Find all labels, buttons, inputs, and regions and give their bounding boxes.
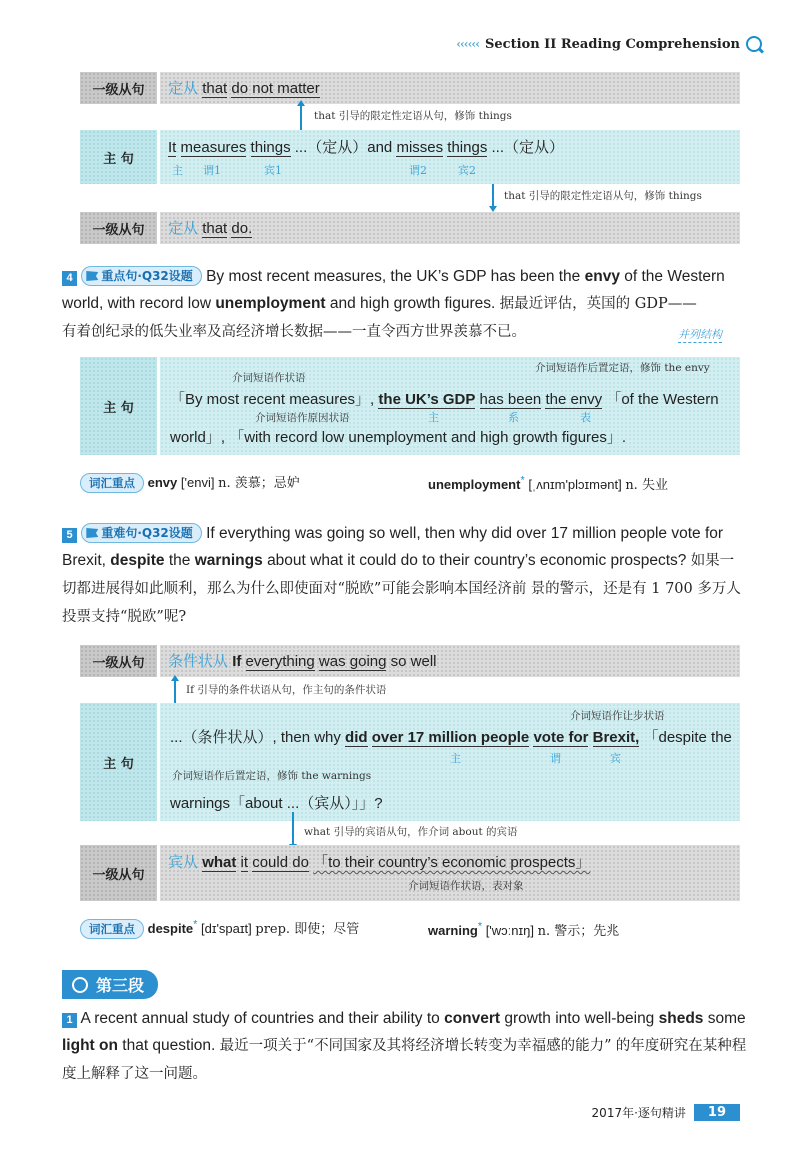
- word: was going: [318, 653, 387, 670]
- phonetic: ['wɔːnɪŋ]: [485, 923, 534, 938]
- phonetic: [ˌʌnɪm'plɔɪmənt]: [528, 477, 622, 492]
- sentence-1: [62, 1005, 747, 1088]
- phrase: Brexit,: [592, 729, 640, 746]
- word: do not matter: [231, 80, 320, 97]
- search-logo-icon: [72, 977, 88, 993]
- word: measures: [180, 139, 247, 156]
- translation: 景的警示，还是有 1 700 多万人投票支持“脱欧”呢?: [62, 581, 741, 625]
- phrase: world」,: [170, 429, 226, 446]
- connector-line: [292, 812, 294, 848]
- keyword: despite: [110, 552, 165, 569]
- sentence-number: 4: [62, 271, 77, 286]
- analysis-line: [170, 388, 719, 409]
- phrase: the UK’s GDP: [378, 391, 476, 408]
- star-icon: *: [193, 918, 198, 931]
- flag-icon: [86, 528, 98, 538]
- definition: n. 失业: [625, 478, 668, 493]
- star-icon: *: [520, 474, 525, 487]
- clause-tag: 宾从: [168, 853, 199, 871]
- vocab-word: unemployment: [428, 477, 521, 492]
- word: ...（定从）: [491, 139, 565, 156]
- translation: 据最近评估，英国的 GDP——: [499, 296, 697, 312]
- phrase: over 17 million people: [371, 729, 530, 746]
- page-number: 19: [694, 1104, 740, 1121]
- phrase: 「of the Western: [606, 391, 719, 408]
- role-label: 主: [172, 164, 183, 177]
- clause-label: 一级从句: [80, 212, 157, 244]
- vocab-row: [80, 918, 359, 939]
- word: misses: [396, 139, 444, 156]
- role-label: 主: [450, 752, 461, 765]
- sentence-text: some: [707, 1010, 746, 1027]
- analysis-line: [170, 726, 732, 747]
- sentence-5: [62, 520, 747, 631]
- arrows-decoration: ‹‹‹‹‹‹: [456, 37, 479, 51]
- vocab-badge: 词汇重点: [80, 919, 144, 939]
- word: so well: [390, 653, 437, 670]
- vocab-word: warning: [428, 923, 478, 938]
- word: what: [202, 854, 237, 871]
- sentence-text: growth into well-being: [504, 1010, 655, 1027]
- word: could do: [252, 854, 309, 871]
- keyword: warnings: [194, 552, 263, 569]
- arrow-up-icon: [171, 675, 179, 681]
- section-heading: [62, 970, 158, 999]
- phrase: 「with record low unemployment and high growth figures」.: [229, 429, 627, 446]
- annotation: 介词短语作后置定语，修饰 the warnings: [172, 770, 372, 782]
- annotation: that 引导的限定性定语从句，修饰 things: [504, 190, 702, 202]
- phrase: did: [345, 729, 368, 746]
- role-label: 表: [580, 411, 591, 424]
- keyword: convert: [444, 1010, 501, 1027]
- clause-row: [160, 645, 740, 677]
- main-clause-label: 主 句: [80, 130, 157, 184]
- sentence-number: 1: [62, 1013, 77, 1028]
- keyword: sheds: [658, 1010, 704, 1027]
- word: it: [240, 854, 249, 871]
- vocab-badge: 词汇重点: [80, 473, 144, 493]
- annotation: 介词短语作状语，表对象: [408, 880, 524, 892]
- sentence-text: If everything was going so well, then why did over 17 million people vote for Brexit,: [62, 525, 724, 569]
- sentence-text: the: [168, 552, 191, 569]
- translation: 最近一项关于“不同国家及其将经济增长转变为幸福感的能力”: [219, 1038, 612, 1054]
- sentence-text: about what it could do to their country’s economic prospects?: [267, 552, 687, 569]
- clause-label: 一级从句: [80, 845, 157, 901]
- role-label: 宾2: [458, 164, 476, 177]
- connector-line: [300, 104, 302, 132]
- word: things: [250, 139, 291, 156]
- phrase: has been: [479, 391, 542, 408]
- word: everything: [245, 653, 315, 670]
- annotation: what 引导的宾语从句，作介词 about 的宾语: [304, 826, 518, 838]
- sentence-text: and high growth figures.: [329, 295, 496, 312]
- definition: n. 警示；先兆: [537, 924, 620, 939]
- sentence-text: that question.: [122, 1037, 216, 1054]
- clause-tag: 定从: [168, 219, 199, 237]
- annotation: 介词短语作原因状语: [255, 412, 350, 424]
- clause-label: 一级从句: [80, 645, 157, 677]
- main-clause-label: 主 句: [80, 703, 157, 821]
- word: do.: [231, 220, 253, 237]
- definition: prep. 即使；尽管: [255, 922, 360, 937]
- word: ...（定从）and: [294, 139, 393, 156]
- section-title: 第三段: [96, 976, 145, 995]
- clause-label: 一级从句: [80, 72, 157, 104]
- word: It: [168, 139, 177, 156]
- word: If: [232, 653, 242, 670]
- sentence-4: [62, 263, 747, 346]
- phonetic: ['envi]: [180, 475, 215, 490]
- role-label: 系: [508, 411, 519, 424]
- annotation: 介词短语作后置定语，修饰 the envy: [535, 362, 710, 374]
- word: that: [202, 80, 228, 97]
- clause-tag: 定从: [168, 79, 199, 97]
- role-label: 宾1: [264, 164, 282, 177]
- keyword: unemployment: [215, 295, 326, 312]
- phonetic: [dɪ'spaɪt]: [200, 921, 252, 936]
- role-label: 谓2: [409, 164, 427, 177]
- main-clause-row: [160, 130, 740, 184]
- main-clause-label: 主 句: [80, 357, 157, 455]
- translation: 的年度研究在某种程度上解释了这一问题。: [62, 1038, 747, 1082]
- analysis-line: [170, 426, 626, 447]
- keyword: light on: [62, 1037, 118, 1054]
- key-sentence-badge: 重点句·Q32设题: [81, 266, 201, 286]
- footer-text: 2017年·逐句精讲: [591, 1106, 686, 1120]
- difficult-sentence-badge: 重难句·Q32设题: [81, 523, 201, 543]
- role-label: 谓1: [203, 164, 221, 177]
- translation: 有着创纪录的低失业率及高经济增长数据——一直令西方世界羡慕不已。: [62, 324, 526, 340]
- vocab-item: [428, 920, 619, 939]
- word: things: [447, 139, 488, 156]
- annotation: 介词短语作让步状语: [570, 710, 665, 722]
- role-label: 谓: [550, 752, 561, 765]
- star-icon: *: [477, 920, 483, 933]
- structure-note: 并列结构: [678, 328, 722, 341]
- annotation: If 引导的条件状语从句，作主句的条件状语: [186, 684, 387, 696]
- annotation: 介词短语作状语: [232, 372, 306, 384]
- search-logo-icon: [746, 36, 762, 52]
- phrase: vote for: [533, 729, 589, 746]
- phrase: 「By most recent measures」,: [170, 391, 375, 408]
- role-label: 宾: [610, 752, 621, 765]
- arrow-up-icon: [297, 100, 305, 106]
- word: 「to their country’s economic prospects」: [313, 854, 591, 871]
- phrase: the envy: [545, 391, 603, 408]
- flag-icon: [86, 271, 98, 281]
- header-title: Section II Reading Comprehension: [485, 36, 740, 52]
- clause-tag: 条件状从: [168, 652, 229, 670]
- phrase: 「despite the: [643, 729, 732, 746]
- sentence-number: 5: [62, 528, 77, 543]
- word: that: [202, 220, 228, 237]
- keyword: envy: [584, 268, 620, 285]
- page-footer: [592, 1104, 740, 1121]
- vocab-word: envy: [147, 475, 178, 490]
- definition: n. 羡慕；忌妒: [218, 476, 300, 491]
- sentence-text: By most recent measures, the UK’s GDP has been the: [206, 268, 581, 285]
- analysis-line: warnings「about ...（宾从）」」?: [170, 795, 383, 812]
- vocab-word: despite: [147, 921, 194, 936]
- role-label: 主: [428, 411, 439, 424]
- sentence-text: A recent annual study of countries and their ability to: [80, 1010, 440, 1027]
- sentence-text: of the Western world, with record low: [62, 268, 725, 312]
- running-header: [456, 36, 762, 52]
- annotation: that 引导的限定性定语从句，修饰 things: [314, 110, 512, 122]
- vocab-item: [428, 474, 668, 493]
- clause-row: [160, 212, 740, 244]
- clause-row: [160, 72, 740, 104]
- phrase: ...（条件状从）, then why: [170, 729, 341, 746]
- translation: 如果一切都进展得如此顺利，那么为什么即使面对“脱欧”可能会影响本国经济前: [62, 553, 735, 597]
